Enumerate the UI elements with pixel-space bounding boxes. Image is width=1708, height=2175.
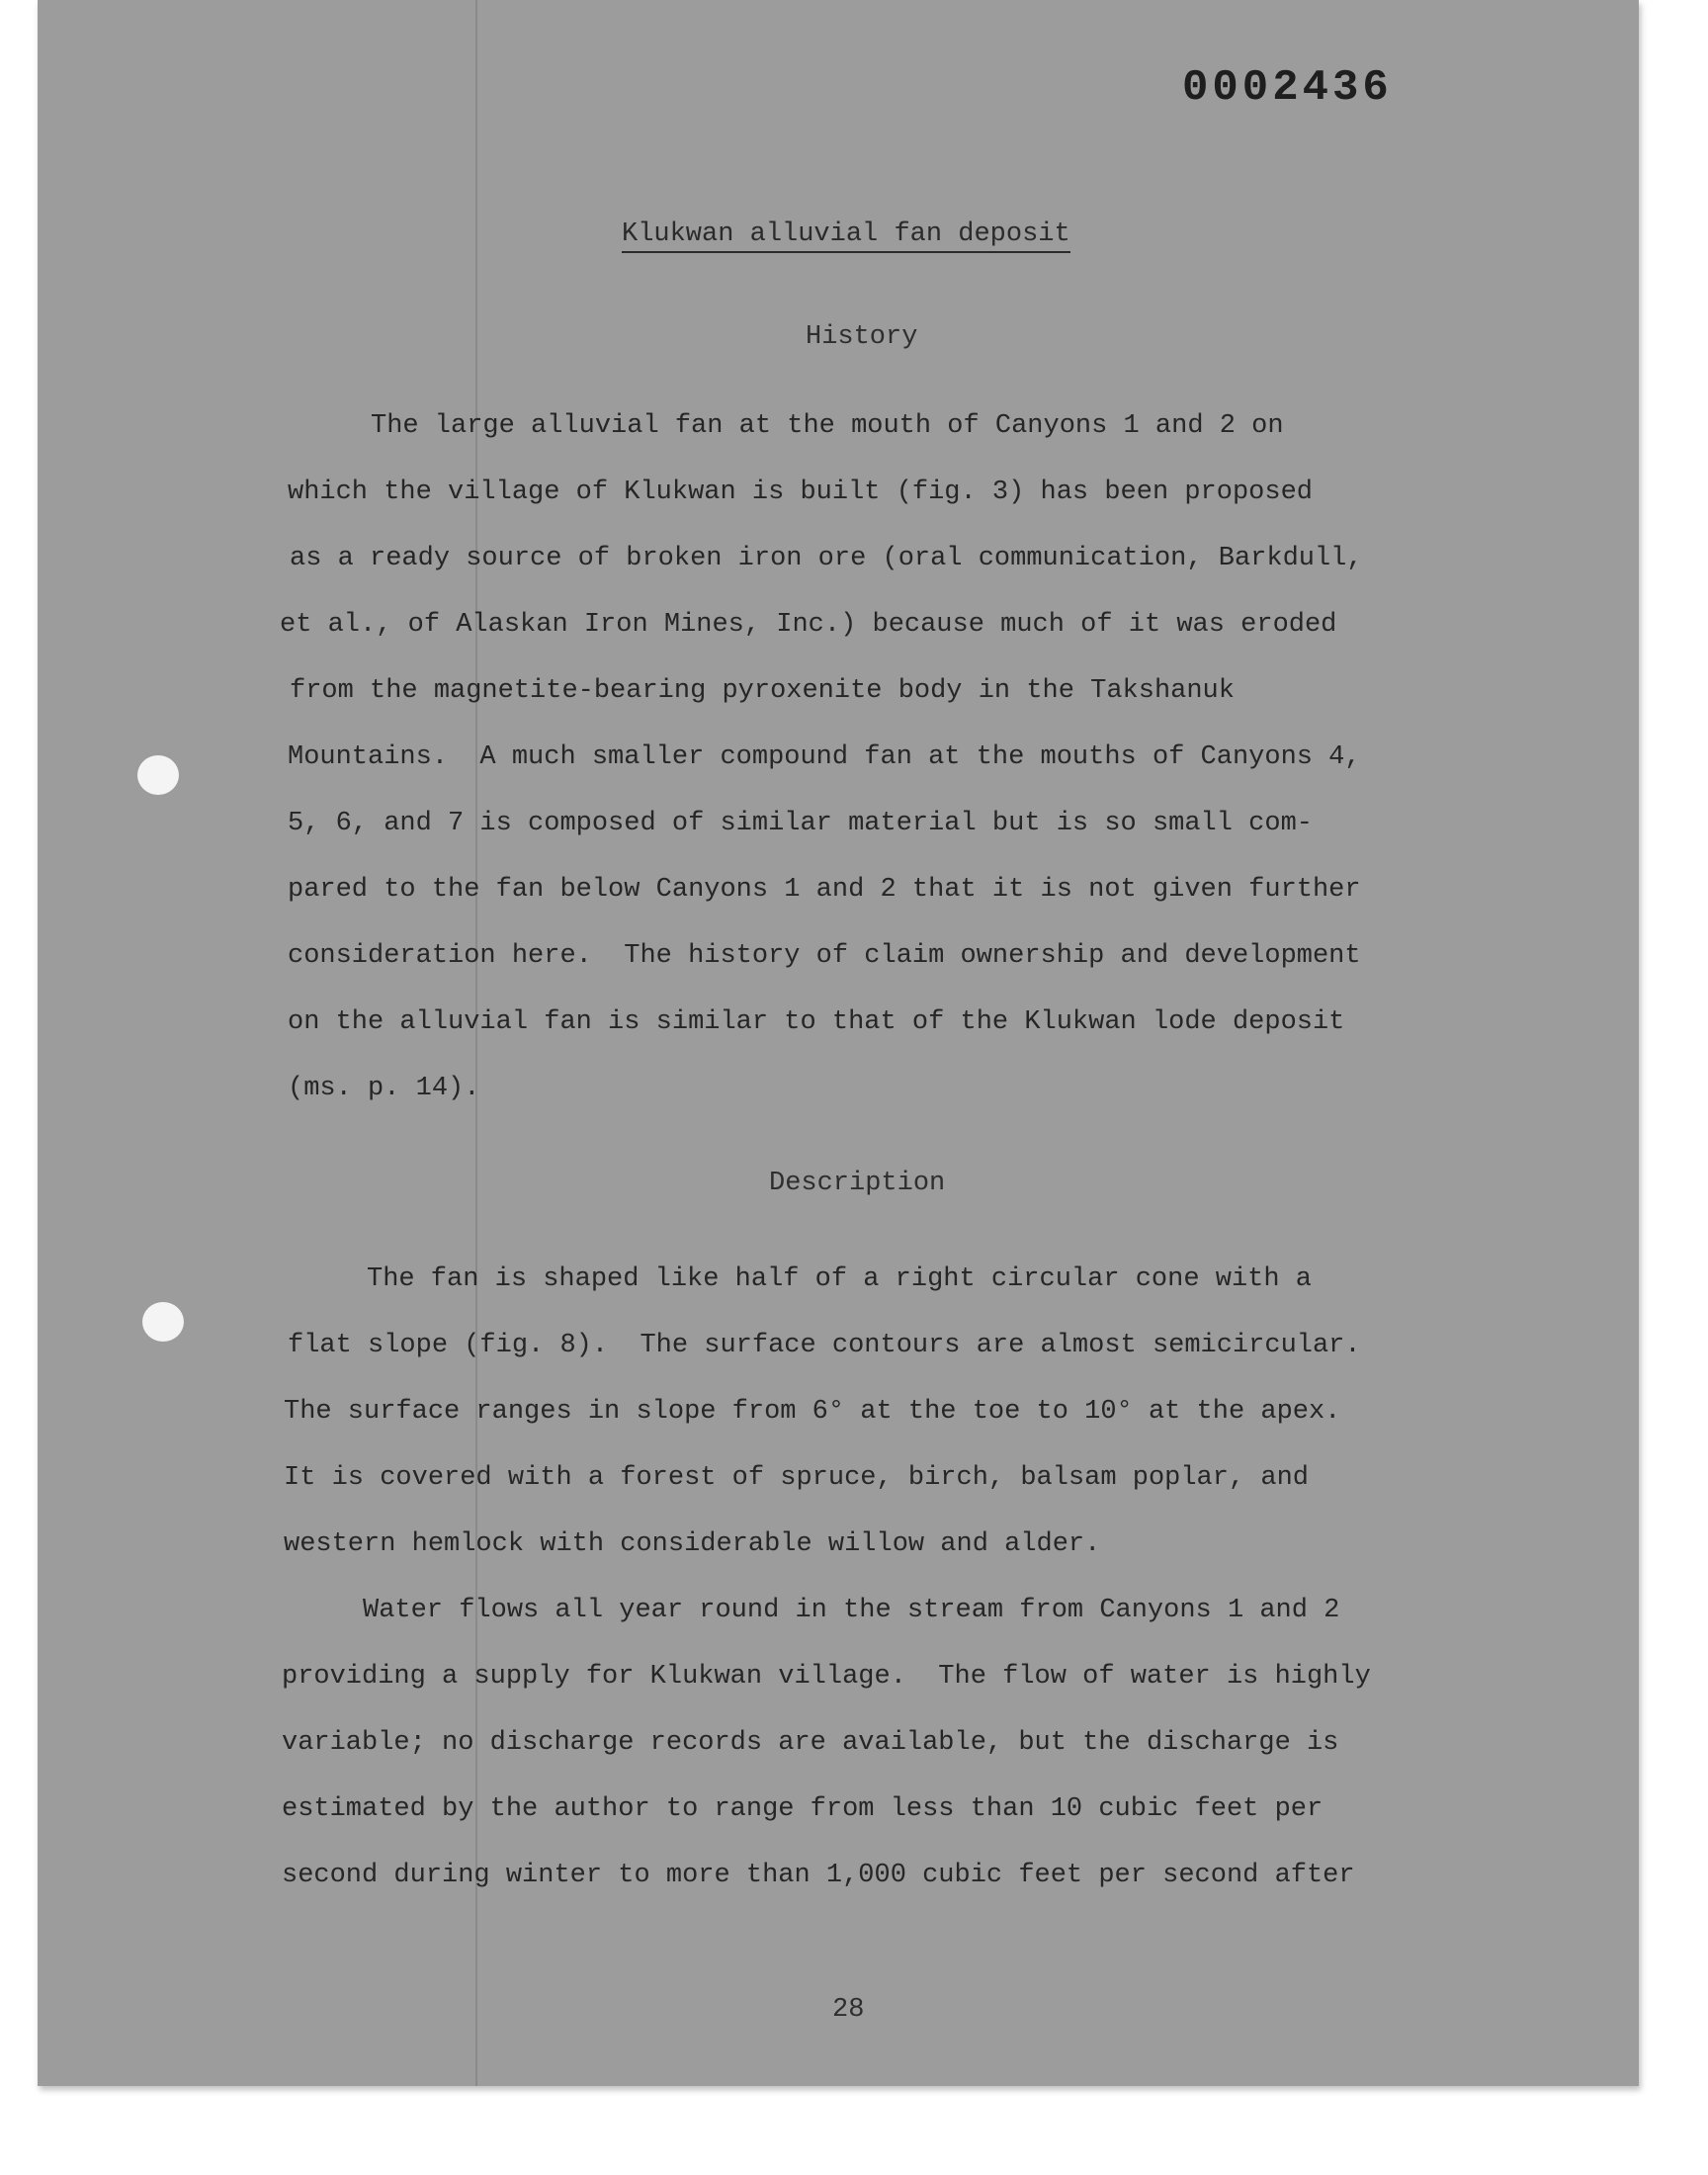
description-line: second during winter to more than 1,000 cubic feet per second after [282, 1861, 1355, 1890]
fold-line [475, 0, 477, 2086]
description-line: estimated by the author to range from less than 10 cubic feet per [282, 1794, 1324, 1824]
document-page [38, 0, 1639, 2086]
history-line: The large alluvial fan at the mouth of Canyons 1 and 2 on [371, 411, 1284, 441]
punch-hole [142, 1302, 184, 1342]
history-line: on the alluvial fan is similar to that of the Klukwan lode deposit [288, 1007, 1345, 1037]
description-line: Water flows all year round in the stream from Canyons 1 and 2 [363, 1596, 1340, 1625]
description-line: It is covered with a forest of spruce, birch, balsam poplar, and [284, 1463, 1309, 1493]
history-line: from the magnetite-bearing pyroxenite body in the Takshanuk [290, 676, 1235, 706]
section-heading-description: Description [769, 1169, 946, 1198]
section-heading-history: History [806, 322, 918, 352]
description-line: The surface ranges in slope from 6° at the toe to 10° at the apex. [284, 1397, 1341, 1427]
description-line: providing a supply for Klukwan village. The flow of water is highly [282, 1662, 1371, 1692]
history-line: which the village of Klukwan is built (fig. 3) has been proposed [288, 478, 1313, 507]
page-number: 28 [832, 1995, 865, 2025]
history-line: et al., of Alaskan Iron Mines, Inc.) because much of it was eroded [280, 610, 1337, 640]
punch-hole [137, 755, 179, 795]
history-line: Mountains. A much smaller compound fan at the mouths of Canyons 4, [288, 742, 1361, 772]
history-line: pared to the fan below Canyons 1 and 2 that it is not given further [288, 875, 1361, 905]
description-line: variable; no discharge records are available, but the discharge is [282, 1728, 1339, 1758]
description-line: western hemlock with considerable willow and alder. [284, 1529, 1101, 1559]
document-title: Klukwan alluvial fan deposit [622, 219, 1070, 253]
document-number: 0002436 [1182, 63, 1393, 113]
history-line: (ms. p. 14). [288, 1074, 480, 1103]
history-line: consideration here. The history of claim ownership and development [288, 941, 1361, 971]
description-line: The fan is shaped like half of a right circular cone with a [367, 1264, 1312, 1294]
history-line: 5, 6, and 7 is composed of similar material but is so small com- [288, 809, 1313, 838]
history-line: as a ready source of broken iron ore (oral communication, Barkdull, [290, 544, 1363, 573]
description-line: flat slope (fig. 8). The surface contours are almost semicircular. [288, 1331, 1361, 1360]
